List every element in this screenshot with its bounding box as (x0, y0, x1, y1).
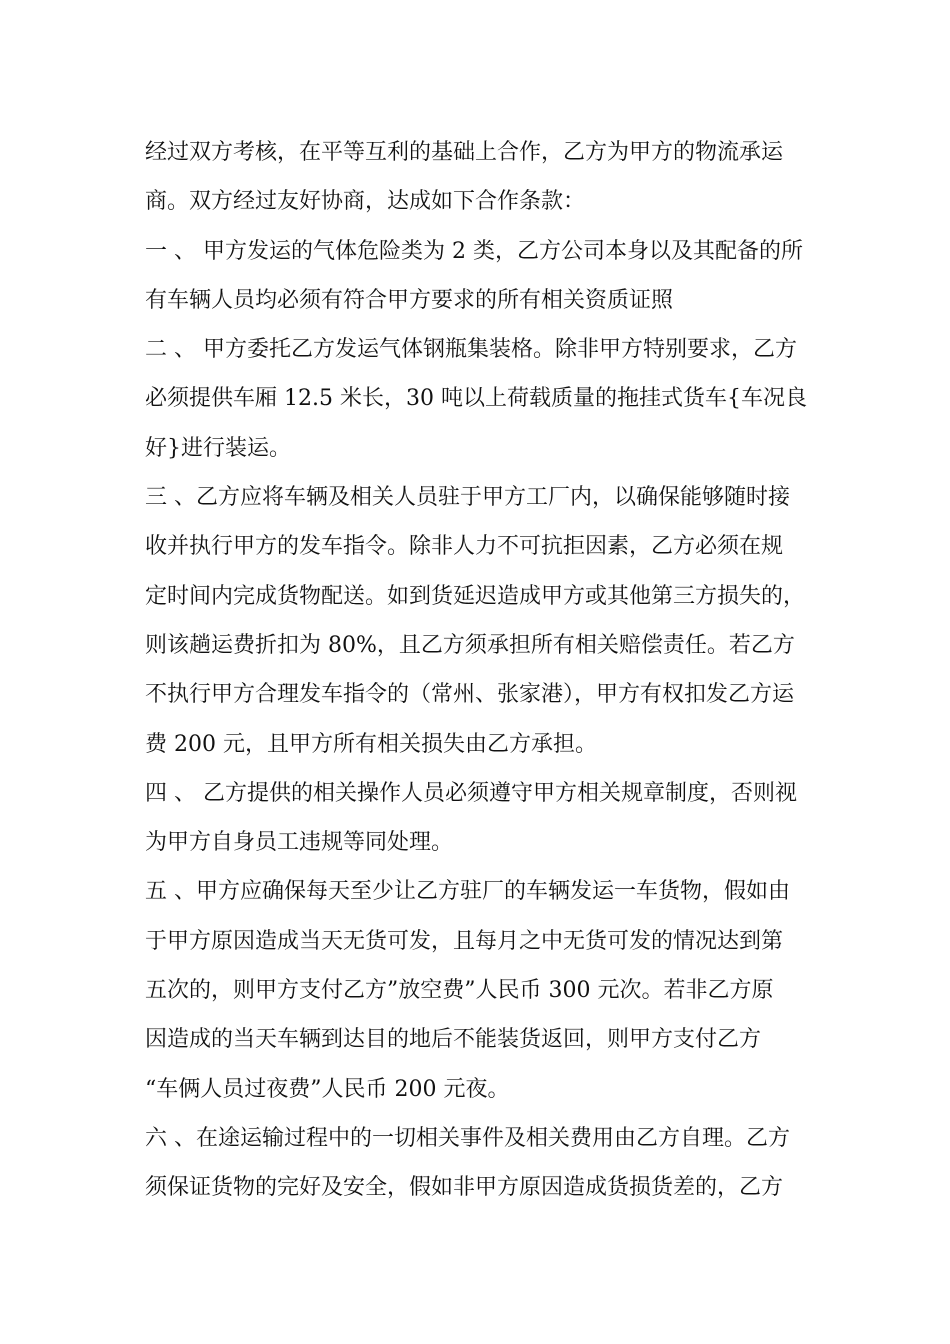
text-line: 因造成的当天车辆到达目的地后不能装货返回，则甲方支付乙方 (145, 1027, 762, 1053)
text-line: 好}进行装运。 (145, 435, 291, 461)
text-line: 则该趟运费折扣为 80%，且乙方须承担所有相关赔偿责任。若乙方 (145, 632, 795, 658)
text-line: 有车辆人员均必须有符合甲方要求的所有相关资质证照 (145, 287, 674, 313)
text-line: 须保证货物的完好及安全，假如非甲方原因造成货损货差的，乙方 (145, 1175, 784, 1201)
text-line: 五次的，则甲方支付乙方”放空费”人民币 300 元次。若非乙方原 (145, 978, 774, 1004)
clause-4-line: 四 、 乙方提供的相关操作人员必须遵守甲方相关规章制度，否则视 (145, 780, 797, 806)
text-line: 费 200 元，且甲方所有相关损失由乙方承担。 (145, 731, 597, 757)
text-line: 为甲方自身员工违规等同处理。 (145, 830, 454, 856)
text-line: 定时间内完成货物配送。如到货延迟造成甲方或其他第三方损失的， (145, 583, 806, 609)
text-line: 于甲方原因造成当天无货可发，且每月之中无货可发的情况达到第 (145, 928, 784, 954)
text-line: “车俩人员过夜费”人民币 200 元夜。 (145, 1076, 510, 1102)
text-line: 不执行甲方合理发车指令的（常州、张家港），甲方有权扣发乙方运 (145, 682, 795, 708)
clause-1-line: 一 、 甲方发运的气体危险类为 2 类，乙方公司本身以及其配备的所 (145, 238, 803, 264)
contract-body (145, 128, 810, 1213)
text-line: 商。双方经过友好协商，达成如下合作条款： (145, 189, 586, 215)
clause-2-line: 二 、 甲方委托乙方发运气体钢瓶集装格。除非甲方特别要求，乙方 (145, 337, 797, 363)
clause-3-line: 三 、乙方应将车辆及相关人员驻于甲方工厂内，以确保能够随时接 (145, 485, 790, 511)
text-line: 必须提供车厢 12.5 米长，30 吨以上荷载质量的拖挂式货车{车况良 (145, 386, 807, 412)
clause-6-line: 六 、在途运输过程中的一切相关事件及相关费用由乙方自理。乙方 (145, 1125, 790, 1151)
text-line: 经过双方考核，在平等互利的基础上合作，乙方为甲方的物流承运 (145, 140, 784, 165)
text-line: 收并执行甲方的发车指令。除非人力不可抗拒因素，乙方必须在规 (145, 534, 784, 560)
clause-5-line: 五 、甲方应确保每天至少让乙方驻厂的车辆发运一车货物，假如由 (145, 879, 790, 905)
